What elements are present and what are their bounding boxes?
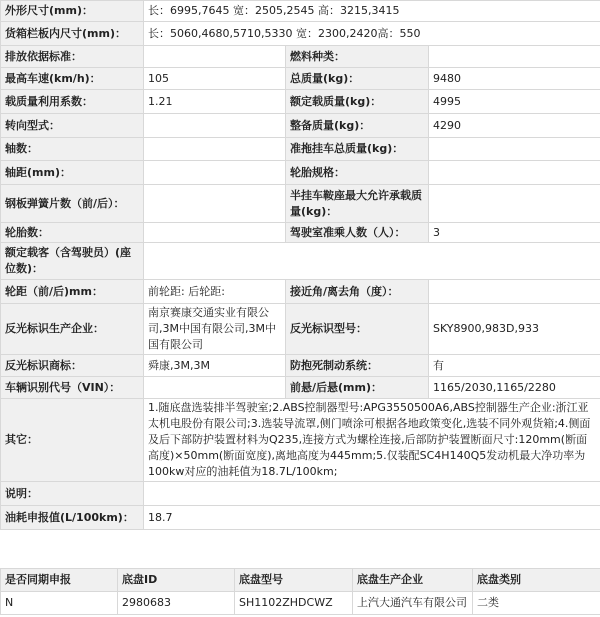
spec-row-tires (1, 223, 600, 243)
cargo-label: 货箱栏板内尺寸(mm)： (1, 22, 144, 46)
spec-row-springs (1, 185, 600, 223)
curb-mass-value: 4290 (429, 114, 600, 138)
curb-mass-label: 整备质量(kg)： (286, 114, 429, 138)
chassis-header-sync: 是否同期申报 (1, 569, 118, 592)
max-speed-label: 最高车速(km/h)： (1, 68, 144, 90)
tires-value (144, 223, 286, 243)
spec-row-speed (1, 68, 600, 90)
wheelbase-label: 轴距(mm)： (1, 161, 144, 185)
table-row (1, 592, 600, 615)
spec-row-steering (1, 114, 600, 138)
saddle-value (429, 185, 600, 223)
spec-row-other (1, 399, 600, 482)
chassis-header-maker: 底盘生产企业 (353, 569, 473, 592)
steering-value (144, 114, 286, 138)
dims-label: 外形尺寸(mm)： (1, 1, 144, 22)
emission-value (144, 46, 286, 68)
spec-row-reflect-maker (1, 304, 600, 355)
load-coef-label: 载质量利用系数： (1, 90, 144, 114)
vin-value (144, 377, 286, 399)
reflect-maker-label: 反光标识生产企业： (1, 304, 144, 355)
total-mass-label: 总质量(kg)： (286, 68, 429, 90)
reflect-brand-label: 反光标识商标： (1, 355, 144, 377)
note-value (144, 482, 600, 506)
other-value: 1.随底盘选装排半驾驶室;2.ABS控制器型号:APG3550500A6,ABS控制器生产企业:浙江亚太机电股份有限公司;3.选装导流罩,侧门喷涂可根据各地政策变化,选装不同外观货箱;4.侧面及后下部防护装置材料为Q235,连接方式为螺栓连接,后部防护装置断面尺寸:120mm(断面高度)×50mm(断面宽度),离地高度为445mm;5.仅装配SC4H140Q5发动机最大净功率为100kw对应的油耗值为18.7L/100km; (144, 399, 600, 482)
reflect-brand-value: 舜康,3M,3M (144, 355, 286, 377)
fuel-type-label: 燃料种类： (286, 46, 429, 68)
chassis-model-value: SH1102ZHDCWZ (235, 592, 353, 615)
spec-row-wheelbase (1, 161, 600, 185)
fuel-decl-value: 18.7 (144, 506, 600, 530)
steering-label: 转向型式： (1, 114, 144, 138)
reflect-maker-value: 南京赛康交通实业有限公司,3M中国有限公司,3M中国有限公司 (144, 304, 286, 355)
seats-value (144, 243, 600, 280)
spec-row-cargo (1, 22, 600, 46)
emission-label: 排放依据标准： (1, 46, 144, 68)
angle-value (429, 280, 600, 304)
rated-load-value: 4995 (429, 90, 600, 114)
overhang-label: 前悬/后悬(mm)： (286, 377, 429, 399)
track-label: 轮距（前/后)mm： (1, 280, 144, 304)
trailer-mass-label: 准拖挂车总质量(kg)： (286, 138, 429, 161)
tire-spec-label: 轮胎规格： (286, 161, 429, 185)
tires-label: 轮胎数： (1, 223, 144, 243)
spec-row-note (1, 482, 600, 506)
cab-label: 驾驶室准乘人数（人）： (286, 223, 429, 243)
chassis-header-class: 底盘类别 (473, 569, 600, 592)
spec-row-load-coef (1, 90, 600, 114)
dims-value: 长：6995,7645 宽：2505,2545 高：3215,3415 (144, 1, 600, 22)
spec-row-fuel-decl (1, 506, 600, 530)
reflect-model-label: 反光标识型号： (286, 304, 429, 355)
angle-label: 接近角/离去角（度）： (286, 280, 429, 304)
load-coef-value: 1.21 (144, 90, 286, 114)
axles-label: 轴数： (1, 138, 144, 161)
fuel-type-value (429, 46, 600, 68)
abs-label: 防抱死制动系统： (286, 355, 429, 377)
wheelbase-value (144, 161, 286, 185)
spec-row-seats (1, 243, 600, 280)
rated-load-label: 额定载质量(kg)： (286, 90, 429, 114)
abs-value: 有 (429, 355, 600, 377)
vin-label: 车辆识别代号（VIN）： (1, 377, 144, 399)
spec-row-track (1, 280, 600, 304)
fuel-decl-label: 油耗申报值(L/100km)： (1, 506, 144, 530)
chassis-id-value: 2980683 (118, 592, 235, 615)
other-label: 其它： (1, 399, 144, 482)
note-label: 说明： (1, 482, 144, 506)
chassis-table (0, 568, 600, 615)
spec-row-dims (1, 1, 600, 22)
cab-value: 3 (429, 223, 600, 243)
springs-value (144, 185, 286, 223)
chassis-class-value: 二类 (473, 592, 600, 615)
chassis-header-row (1, 569, 600, 592)
cargo-value: 长：5060,4680,5710,5330 宽：2300,2420高：550 (144, 22, 600, 46)
chassis-header-model: 底盘型号 (235, 569, 353, 592)
track-value: 前轮距: 后轮距: (144, 280, 286, 304)
chassis-maker-value: 上汽大通汽车有限公司 (353, 592, 473, 615)
spec-row-axles (1, 138, 600, 161)
trailer-mass-value (429, 138, 600, 161)
spec-row-emission (1, 46, 600, 68)
spec-row-vin (1, 377, 600, 399)
seats-label: 额定载客（含驾驶员）(座位数)： (1, 243, 144, 280)
chassis-sync-value: N (1, 592, 118, 615)
tire-spec-value (429, 161, 600, 185)
max-speed-value: 105 (144, 68, 286, 90)
total-mass-value: 9480 (429, 68, 600, 90)
axles-value (144, 138, 286, 161)
overhang-value: 1165/2030,1165/2280 (429, 377, 600, 399)
spec-row-reflect-brand (1, 355, 600, 377)
springs-label: 钢板弹簧片数（前/后）： (1, 185, 144, 223)
chassis-header-id: 底盘ID (118, 569, 235, 592)
reflect-model-value: SKY8900,983D,933 (429, 304, 600, 355)
saddle-label: 半挂车鞍座最大允许承载质量(kg)： (286, 185, 429, 223)
